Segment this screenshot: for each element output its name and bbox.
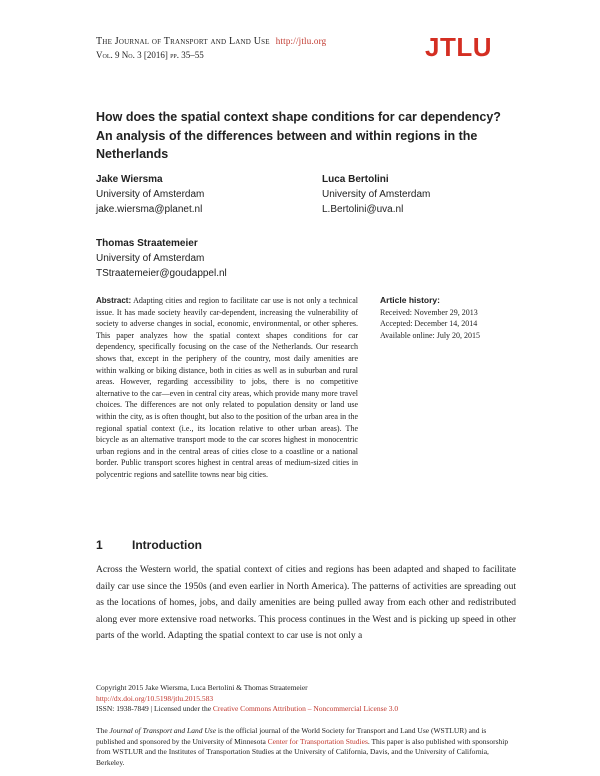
footer-post: . This paper is also published with sponsorship from WSTLUR and the Institutes of Transportation Studies at the University of California, Davis, and the University of California, Berkeley.: [96, 736, 509, 767]
author-affiliation: University of Amsterdam: [322, 189, 431, 200]
section-number: 1: [96, 538, 103, 552]
section-title: Introduction: [132, 538, 202, 552]
copyright-line: Copyright 2015 Jake Wiersma, Luca Bertolini & Thomas Straatemeier: [96, 683, 308, 692]
author-name: Thomas Straatemeier: [96, 238, 198, 249]
author-email: jake.wiersma@planet.nl: [96, 204, 203, 215]
history-label: Article history:: [380, 295, 440, 305]
issn-line: [96, 704, 398, 715]
history-received: Received: November 29, 2013: [380, 307, 478, 317]
footer-mid: is the official journal of the World Society for Transport and Land Use (WSTLUR) and is published and sponsored by the University of Minnesota: [96, 726, 487, 746]
author-affiliation: University of Amsterdam: [96, 253, 205, 264]
abstract-label: Abstract:: [96, 296, 132, 305]
copyright-block: [96, 683, 398, 715]
license-link[interactable]: Creative Commons Attribution – Noncommercial License 3.0: [212, 704, 399, 713]
journal-footer: [96, 726, 516, 768]
paper-title: How does the spatial context shape conditions for car dependency? An analysis of the differences between and within regions in the Netherlands: [96, 110, 501, 161]
abstract: [96, 295, 358, 481]
history-accepted: Accepted: December 14, 2014: [380, 319, 478, 328]
issn-text: ISSN: 1938-7849 | Licensed under the: [96, 704, 213, 713]
author-email: L.Bertolini@uva.nl: [322, 204, 404, 215]
section-heading: [96, 538, 202, 552]
history-online: Available online: July 20, 2015: [380, 330, 481, 340]
journal-name: [96, 36, 326, 47]
author-name: Luca Bertolini: [322, 174, 389, 185]
author-affiliation: University of Amsterdam: [96, 189, 205, 200]
author-block: [96, 172, 204, 217]
author-block: [96, 236, 227, 281]
author-email: TStraatemeier@goudappel.nl: [96, 268, 227, 279]
footer-pre: The: [96, 726, 110, 735]
journal-url[interactable]: http://jtlu.org: [275, 36, 327, 46]
doi-link[interactable]: http://dx.doi.org/10.5198/jtlu.2015.583: [96, 693, 214, 703]
author-block: [322, 172, 430, 217]
jtlu-logo: JTLU: [425, 32, 492, 62]
article-history: [380, 295, 530, 341]
journal-title: The Journal of Transport and Land Use: [96, 36, 270, 47]
footer-center-link[interactable]: Center for Transportation Studies: [267, 736, 368, 746]
footer-journal: Journal of Transport and Land Use: [109, 726, 217, 735]
intro-paragraph: Across the Western world, the spatial context of cities and regions has been adapted and shaped to facilitate daily car use since the 1950s (and even earlier in North America). The patterns of activities are spreading out as the locations of homes, jobs, and daily amenities are being pulled away from each other and redistributed along ever more extensive road networks. This process continues in the West and is picking up speed in other parts of the world. Adapting the spatial context to car use is not only a: [96, 565, 516, 641]
author-name: Jake Wiersma: [96, 174, 163, 185]
abstract-text: Adapting cities and region to facilitate car use is not only a technical issue. It has made society heavily car-dependent, increasing the vulnerability of society to adverse changes in social, economic, environmental, or other spheres. This paper analyzes how the spatial context shapes conditions for car dependency, specifically focusing on the case of the Netherlands. Our research shows that, except in the periphery of the country, most daily amenities are within walking or biking distance, both in cities as well as in suburban and rural areas. However, regarding accessibility to jobs, there is no competitive alternative to the car—even in central city areas, which provide many more travel choices. The differences are not only related to population density or land use within the city, as is often thought, but also to the position of the urban area in the regional spatial context (i.e., its location relative to other urban areas). The bicycle as an alternative transport mode to the car scores highest in monocentric urban regions and in the central areas of cities close to a coastline or a national border. Public transport scores highest in central areas of medium-sized cities in polycentric regions and satellite towns near big cities.: [96, 296, 359, 479]
issue-info: Vol. 9 No. 3 [2016] pp. 35–55: [96, 50, 204, 60]
